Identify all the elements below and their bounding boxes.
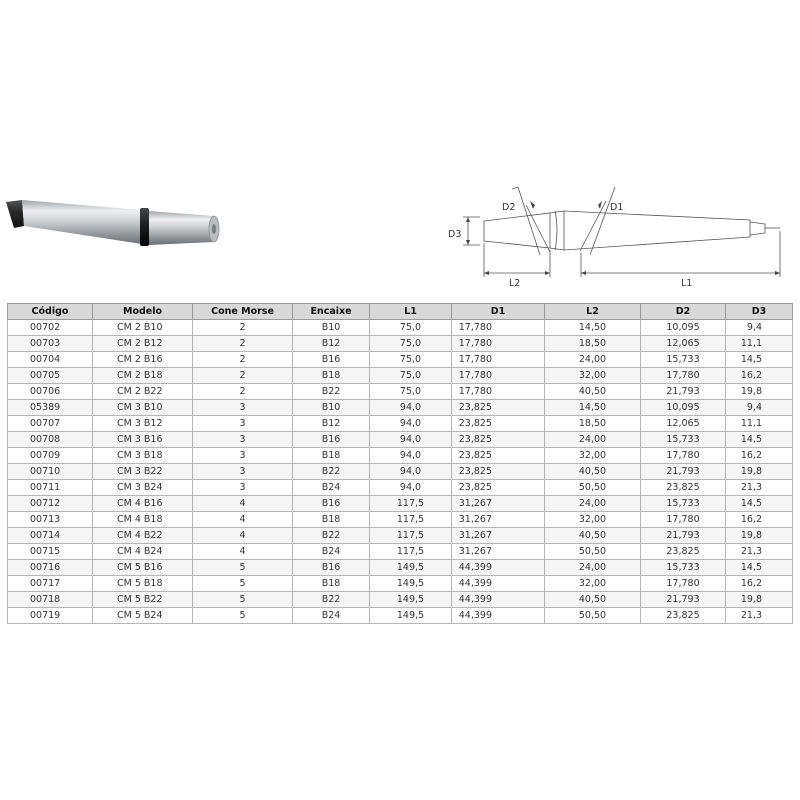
cell-d2: 15,733 xyxy=(641,352,726,368)
cell-codigo: 00715 xyxy=(8,544,93,560)
cell-l2: 32,00 xyxy=(545,448,641,464)
cell-l1: 117,5 xyxy=(370,512,452,528)
cell-d3: 19,8 xyxy=(726,384,793,400)
cell-cone-morse: 2 xyxy=(193,368,293,384)
cell-codigo: 00718 xyxy=(8,592,93,608)
table-row xyxy=(8,400,793,416)
cell-l1: 117,5 xyxy=(370,544,452,560)
cell-codigo: 00706 xyxy=(8,384,93,400)
cell-l2: 40,50 xyxy=(545,592,641,608)
table-row xyxy=(8,480,793,496)
cell-cone-morse: 5 xyxy=(193,560,293,576)
cell-l2: 24,00 xyxy=(545,352,641,368)
cell-cone-morse: 3 xyxy=(193,464,293,480)
taper-shape xyxy=(22,200,142,244)
cell-cone-morse: 3 xyxy=(193,416,293,432)
cell-d1: 44,399 xyxy=(452,608,545,624)
cell-l1: 94,0 xyxy=(370,432,452,448)
table-row xyxy=(8,384,793,400)
cell-modelo: CM 5 B22 xyxy=(93,592,193,608)
table-row xyxy=(8,496,793,512)
cell-encaixe: B16 xyxy=(293,496,370,512)
cell-encaixe: B22 xyxy=(293,528,370,544)
cell-d3: 14,5 xyxy=(726,352,793,368)
cell-l1: 149,5 xyxy=(370,608,452,624)
cell-d3: 11,1 xyxy=(726,336,793,352)
cell-l1: 75,0 xyxy=(370,384,452,400)
table-row xyxy=(8,464,793,480)
cell-l1: 94,0 xyxy=(370,416,452,432)
cell-modelo: CM 2 B22 xyxy=(93,384,193,400)
cell-d1: 23,825 xyxy=(452,464,545,480)
table-row xyxy=(8,448,793,464)
cell-codigo: 00719 xyxy=(8,608,93,624)
cell-d1: 23,825 xyxy=(452,416,545,432)
cell-modelo: CM 3 B22 xyxy=(93,464,193,480)
cell-d2: 15,733 xyxy=(641,496,726,512)
cell-modelo: CM 5 B16 xyxy=(93,560,193,576)
cell-d1: 31,267 xyxy=(452,528,545,544)
cell-d2: 21,793 xyxy=(641,464,726,480)
product-photo xyxy=(0,170,240,270)
cell-cone-morse: 3 xyxy=(193,400,293,416)
table-row xyxy=(8,352,793,368)
cell-modelo: CM 2 B12 xyxy=(93,336,193,352)
cell-d2: 17,780 xyxy=(641,448,726,464)
cell-d2: 17,780 xyxy=(641,368,726,384)
cell-codigo: 00702 xyxy=(8,320,93,336)
cell-cone-morse: 4 xyxy=(193,512,293,528)
chuck-end-outline xyxy=(484,213,550,248)
morse-taper-arbor-image xyxy=(0,170,240,270)
cell-d1: 17,780 xyxy=(452,368,545,384)
cell-modelo: CM 2 B10 xyxy=(93,320,193,336)
cell-d3: 16,2 xyxy=(726,576,793,592)
cell-d2: 12,065 xyxy=(641,416,726,432)
tang-shape xyxy=(6,200,24,228)
dimension-diagram xyxy=(440,175,790,295)
cell-l1: 94,0 xyxy=(370,448,452,464)
cell-l2: 14,50 xyxy=(545,400,641,416)
cell-d2: 21,793 xyxy=(641,384,726,400)
cell-d3: 21,3 xyxy=(726,544,793,560)
table-row xyxy=(8,576,793,592)
header-encaixe: Encaixe xyxy=(293,304,370,320)
cell-l1: 94,0 xyxy=(370,480,452,496)
cell-l1: 149,5 xyxy=(370,576,452,592)
cell-d3: 14,5 xyxy=(726,560,793,576)
cell-d1: 23,825 xyxy=(452,480,545,496)
cell-d2: 15,733 xyxy=(641,560,726,576)
header-modelo: Modelo xyxy=(93,304,193,320)
table-row xyxy=(8,608,793,624)
cell-l2: 50,50 xyxy=(545,608,641,624)
cell-d1: 44,399 xyxy=(452,592,545,608)
cell-d2: 15,733 xyxy=(641,432,726,448)
cell-codigo: 00714 xyxy=(8,528,93,544)
cell-cone-morse: 2 xyxy=(193,352,293,368)
cell-l2: 32,00 xyxy=(545,576,641,592)
header-d1: D1 xyxy=(452,304,545,320)
cell-cone-morse: 3 xyxy=(193,480,293,496)
cell-l2: 40,50 xyxy=(545,384,641,400)
cell-encaixe: B12 xyxy=(293,416,370,432)
table-row xyxy=(8,416,793,432)
cell-d3: 14,5 xyxy=(726,496,793,512)
cell-l2: 32,00 xyxy=(545,512,641,528)
label-l2: L2 xyxy=(509,278,521,289)
cell-l2: 14,50 xyxy=(545,320,641,336)
cell-l1: 94,0 xyxy=(370,400,452,416)
cell-l1: 117,5 xyxy=(370,528,452,544)
cell-modelo: CM 4 B22 xyxy=(93,528,193,544)
table-row xyxy=(8,320,793,336)
cell-d1: 17,780 xyxy=(452,384,545,400)
cell-modelo: CM 3 B12 xyxy=(93,416,193,432)
cell-d3: 19,8 xyxy=(726,528,793,544)
table-row xyxy=(8,528,793,544)
header-cone-morse: Cone Morse xyxy=(193,304,293,320)
cell-encaixe: B24 xyxy=(293,608,370,624)
cell-encaixe: B22 xyxy=(293,464,370,480)
cell-encaixe: B22 xyxy=(293,592,370,608)
table-row xyxy=(8,592,793,608)
cell-d2: 17,780 xyxy=(641,576,726,592)
cell-d3: 19,8 xyxy=(726,592,793,608)
table-row xyxy=(8,512,793,528)
cell-encaixe: B18 xyxy=(293,448,370,464)
cell-l1: 75,0 xyxy=(370,320,452,336)
cell-encaixe: B24 xyxy=(293,480,370,496)
cell-l2: 40,50 xyxy=(545,464,641,480)
cell-cone-morse: 2 xyxy=(193,336,293,352)
cell-d1: 17,780 xyxy=(452,352,545,368)
cell-codigo: 00716 xyxy=(8,560,93,576)
cell-d3: 21,3 xyxy=(726,608,793,624)
cell-codigo: 00711 xyxy=(8,480,93,496)
table-row xyxy=(8,560,793,576)
cell-modelo: CM 3 B18 xyxy=(93,448,193,464)
cell-modelo: CM 3 B10 xyxy=(93,400,193,416)
cell-d1: 31,267 xyxy=(452,496,545,512)
table-row xyxy=(8,544,793,560)
cell-d1: 17,780 xyxy=(452,320,545,336)
header-d2: D2 xyxy=(641,304,726,320)
cell-codigo: 00705 xyxy=(8,368,93,384)
collar-ring-shape xyxy=(140,208,149,246)
cell-codigo: 00704 xyxy=(8,352,93,368)
cell-d1: 44,399 xyxy=(452,560,545,576)
cell-l1: 149,5 xyxy=(370,592,452,608)
cell-cone-morse: 2 xyxy=(193,384,293,400)
cell-encaixe: B10 xyxy=(293,400,370,416)
cell-l2: 24,00 xyxy=(545,432,641,448)
cell-l1: 149,5 xyxy=(370,560,452,576)
cell-codigo: 00708 xyxy=(8,432,93,448)
technical-drawing xyxy=(440,175,790,295)
header-d3: D3 xyxy=(726,304,793,320)
header-l2: L2 xyxy=(545,304,641,320)
cell-d2: 21,793 xyxy=(641,592,726,608)
cell-l2: 24,00 xyxy=(545,560,641,576)
cell-d2: 23,825 xyxy=(641,608,726,624)
cell-codigo: 00712 xyxy=(8,496,93,512)
label-l1: L1 xyxy=(681,278,693,289)
label-d1: D1 xyxy=(610,202,624,213)
cell-cone-morse: 5 xyxy=(193,592,293,608)
cell-d1: 17,780 xyxy=(452,336,545,352)
cell-codigo: 00710 xyxy=(8,464,93,480)
cell-d3: 9,4 xyxy=(726,320,793,336)
cell-encaixe: B12 xyxy=(293,336,370,352)
cell-codigo: 00703 xyxy=(8,336,93,352)
table-row xyxy=(8,368,793,384)
cell-d2: 21,793 xyxy=(641,528,726,544)
cell-d3: 16,2 xyxy=(726,512,793,528)
cell-cone-morse: 5 xyxy=(193,576,293,592)
chuck-end-shape xyxy=(149,211,214,245)
cell-cone-morse: 2 xyxy=(193,320,293,336)
cell-codigo: 00713 xyxy=(8,512,93,528)
cell-d1: 44,399 xyxy=(452,576,545,592)
cell-modelo: CM 4 B16 xyxy=(93,496,193,512)
cell-cone-morse: 4 xyxy=(193,496,293,512)
cell-cone-morse: 5 xyxy=(193,608,293,624)
cell-cone-morse: 3 xyxy=(193,448,293,464)
cell-d1: 31,267 xyxy=(452,544,545,560)
header-l1: L1 xyxy=(370,304,452,320)
cell-l1: 75,0 xyxy=(370,368,452,384)
table-body xyxy=(8,320,793,624)
cell-l2: 40,50 xyxy=(545,528,641,544)
cell-l1: 94,0 xyxy=(370,464,452,480)
cell-codigo: 00707 xyxy=(8,416,93,432)
cell-modelo: CM 5 B18 xyxy=(93,576,193,592)
cell-codigo: 05389 xyxy=(8,400,93,416)
cell-l2: 18,50 xyxy=(545,336,641,352)
cell-l1: 75,0 xyxy=(370,352,452,368)
cell-d3: 14,5 xyxy=(726,432,793,448)
cell-d2: 23,825 xyxy=(641,480,726,496)
cell-d1: 23,825 xyxy=(452,448,545,464)
cell-l2: 50,50 xyxy=(545,544,641,560)
cell-d3: 11,1 xyxy=(726,416,793,432)
spec-table xyxy=(7,303,793,624)
cell-modelo: CM 3 B24 xyxy=(93,480,193,496)
cell-encaixe: B16 xyxy=(293,560,370,576)
cell-l2: 24,00 xyxy=(545,496,641,512)
cell-modelo: CM 2 B16 xyxy=(93,352,193,368)
label-d3: D3 xyxy=(448,229,462,240)
cell-d2: 17,780 xyxy=(641,512,726,528)
cell-modelo: CM 5 B24 xyxy=(93,608,193,624)
taper-outline xyxy=(564,211,750,250)
cell-d3: 19,8 xyxy=(726,464,793,480)
table-row xyxy=(8,336,793,352)
cell-codigo: 00717 xyxy=(8,576,93,592)
cell-encaixe: B16 xyxy=(293,352,370,368)
cell-d1: 23,825 xyxy=(452,400,545,416)
cell-encaixe: B18 xyxy=(293,576,370,592)
cell-l2: 50,50 xyxy=(545,480,641,496)
cell-d3: 16,2 xyxy=(726,368,793,384)
cell-d2: 12,065 xyxy=(641,336,726,352)
cell-d3: 16,2 xyxy=(726,448,793,464)
cell-cone-morse: 4 xyxy=(193,528,293,544)
cell-d2: 10,095 xyxy=(641,320,726,336)
cell-modelo: CM 3 B16 xyxy=(93,432,193,448)
cell-modelo: CM 4 B18 xyxy=(93,512,193,528)
cell-cone-morse: 4 xyxy=(193,544,293,560)
cell-modelo: CM 4 B24 xyxy=(93,544,193,560)
cell-encaixe: B18 xyxy=(293,512,370,528)
cell-d3: 21,3 xyxy=(726,480,793,496)
cell-encaixe: B18 xyxy=(293,368,370,384)
cell-d3: 9,4 xyxy=(726,400,793,416)
cell-d1: 23,825 xyxy=(452,432,545,448)
header-codigo: Código xyxy=(8,304,93,320)
cell-l1: 117,5 xyxy=(370,496,452,512)
table-row xyxy=(8,432,793,448)
cell-d1: 31,267 xyxy=(452,512,545,528)
label-d2: D2 xyxy=(502,202,516,213)
cell-encaixe: B24 xyxy=(293,544,370,560)
cell-encaixe: B22 xyxy=(293,384,370,400)
cell-encaixe: B10 xyxy=(293,320,370,336)
cell-modelo: CM 2 B18 xyxy=(93,368,193,384)
cell-d2: 23,825 xyxy=(641,544,726,560)
cell-l2: 32,00 xyxy=(545,368,641,384)
table-header-row xyxy=(8,304,793,320)
cell-codigo: 00709 xyxy=(8,448,93,464)
cell-d2: 10,095 xyxy=(641,400,726,416)
cell-l2: 18,50 xyxy=(545,416,641,432)
cell-cone-morse: 3 xyxy=(193,432,293,448)
cell-l1: 75,0 xyxy=(370,336,452,352)
cell-encaixe: B16 xyxy=(293,432,370,448)
